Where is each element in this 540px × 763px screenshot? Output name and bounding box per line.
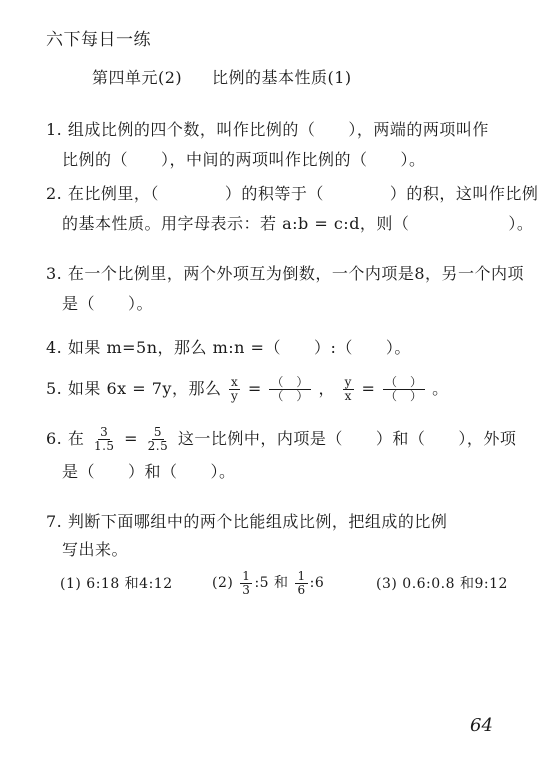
- question-5: 5. 如果 6x = 7y，那么 $\frac{x}{y}$ = $\frac{( )}{( )}$ ， $\frac{y}{x}$ = $\frac{( )}{( )}$ 。: [46, 375, 449, 403]
- question-7-option-2: (2) $\frac{1}{3}$ :5 和 $\frac{1}{6}$ :6: [212, 568, 325, 597]
- question-7-line-2: 写出来。: [62, 540, 129, 559]
- fraction-1-over-6: $\frac{1}{6}$: [297, 568, 306, 597]
- blank-fraction-1: $\frac{( )}{( )}$: [271, 375, 309, 403]
- fraction-1-over-3: $\frac{1}{3}$: [242, 568, 251, 597]
- question-3-line-1: 3. 在一个比例里，两个外项互为倒数，一个内项是8，另一个内项: [46, 264, 525, 283]
- fraction-y-over-x: $\frac{y}{x}$: [344, 375, 352, 403]
- question-2-line-2: 的基本性质。用字母表示：若 a:b = c:d，则（ ）。: [62, 214, 534, 233]
- question-6-line-1: 6. 在 $\frac{3}{1.5}$ = $\frac{5}{2.5}$ 这一比例中，内项是（ ）和（ ），外项: [46, 425, 517, 453]
- unit-title: 第四单元(2): [92, 68, 183, 87]
- question-4: 4. 如果 m=5n，那么 m:n =（ ）:（ ）。: [46, 338, 411, 357]
- page-number: 64: [470, 715, 493, 736]
- fraction-x-over-y: $\frac{x}{y}$: [231, 375, 239, 403]
- question-1-line-2: 比例的（ ），中间的两项叫作比例的（ ）。: [62, 150, 426, 169]
- question-3-line-2: 是（ ）。: [62, 294, 154, 313]
- question-7-line-1: 7. 判断下面哪组中的两个比能组成比例，把组成的比例: [46, 512, 448, 531]
- question-5-prefix: 5. 如果 6x = 7y，那么: [46, 379, 222, 398]
- fraction-5-over-2-5: $\frac{5}{2.5}$: [147, 425, 169, 453]
- question-2-line-1: 2. 在比例里，（ ）的积等于（ ）的积，这叫作比例: [46, 184, 539, 203]
- worksheet-header: 六下每日一练: [46, 30, 151, 50]
- question-1-line-1: 1. 组成比例的四个数，叫作比例的（ ），两端的两项叫作: [46, 120, 489, 139]
- blank-fraction-2: $\frac{( )}{( )}$: [385, 375, 423, 403]
- question-7-option-1: (1) 6:18 和4:12: [60, 576, 173, 592]
- lesson-title: 比例的基本性质(1): [212, 68, 352, 87]
- question-6-line-2: 是（ ）和（ ）。: [62, 462, 236, 481]
- fraction-3-over-1-5: $\frac{3}{1.5}$: [93, 425, 115, 453]
- question-7-option-3: (3) 0.6:0.8 和9:12: [376, 576, 508, 592]
